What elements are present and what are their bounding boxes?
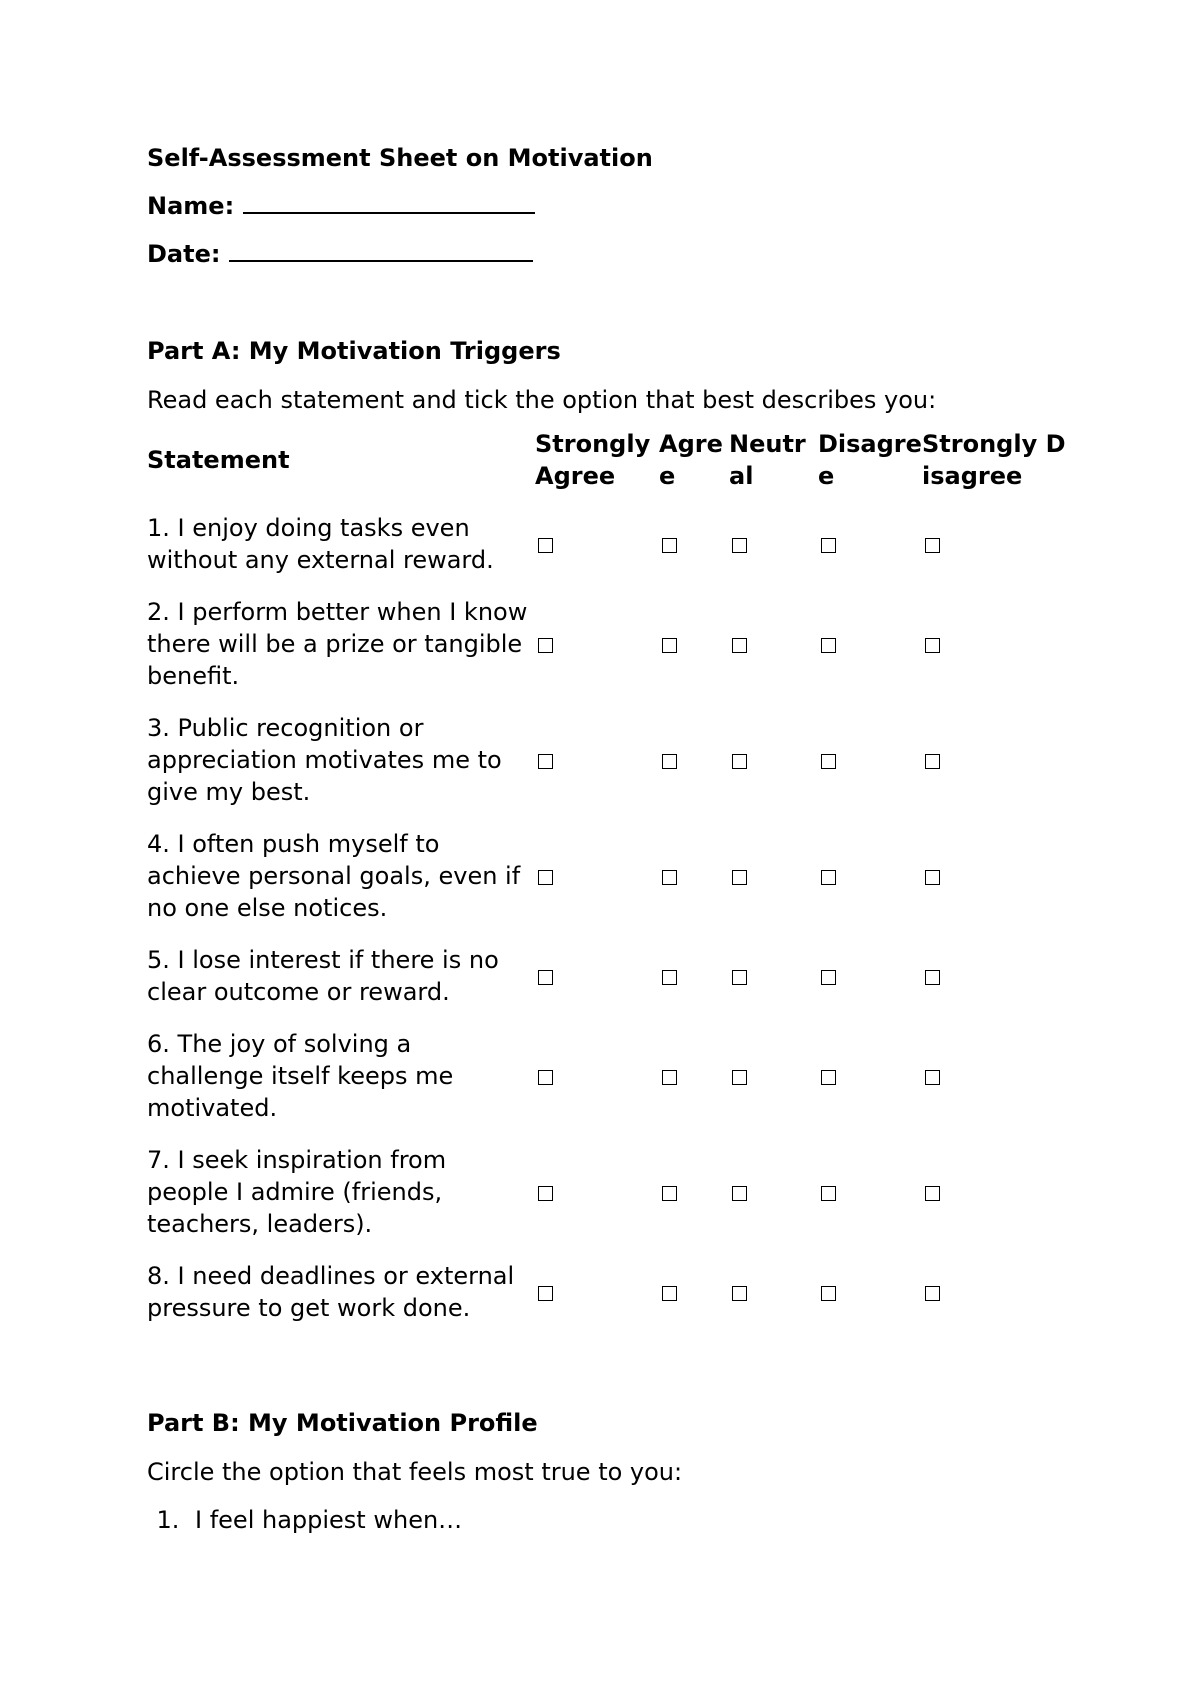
table-row <box>147 1144 1067 1260</box>
checkbox-icon[interactable] <box>821 754 836 769</box>
checkbox-icon[interactable] <box>821 1186 836 1201</box>
checkbox-icon[interactable] <box>821 538 836 553</box>
statement-text: 7. I seek inspiration from people I admire (friends, teachers, leaders). <box>147 1146 447 1238</box>
checkbox-icon[interactable] <box>732 1186 747 1201</box>
part-a-instruction: Read each statement and tick the option that best describes you: <box>147 386 937 414</box>
checkbox-icon[interactable] <box>538 970 553 985</box>
date-field <box>147 238 1067 270</box>
statement-text: 6. The joy of solving a challenge itself keeps me motivated. <box>147 1030 454 1122</box>
column-header-neutral: Neutral <box>729 430 806 490</box>
date-blank[interactable] <box>229 238 533 262</box>
checkbox-icon[interactable] <box>732 1070 747 1085</box>
table-row <box>147 712 1067 828</box>
checkbox-icon[interactable] <box>925 1186 940 1201</box>
part-b-instruction: Circle the option that feels most true to you: <box>147 1458 683 1486</box>
checkbox-icon[interactable] <box>732 1286 747 1301</box>
part-b-heading: Part B: My Motivation Profile <box>147 1409 538 1437</box>
statement-text: 8. I need deadlines or external pressure to get work done. <box>147 1262 515 1322</box>
table-row <box>147 512 1067 596</box>
checkbox-icon[interactable] <box>538 638 553 653</box>
column-header-disagree: Disagree <box>818 430 922 490</box>
worksheet-page <box>147 142 1067 1536</box>
table-header-row <box>147 428 1067 512</box>
statement-text: 3. Public recognition or appreciation motivates me to give my best. <box>147 714 502 806</box>
date-label: Date: <box>147 240 221 268</box>
name-blank[interactable] <box>243 190 535 214</box>
checkbox-icon[interactable] <box>732 970 747 985</box>
column-header-agree: Agree <box>659 430 723 490</box>
column-header-strongly-disagree: Strongly Disagree <box>922 430 1066 490</box>
checkbox-icon[interactable] <box>662 1186 677 1201</box>
checkbox-icon[interactable] <box>538 1070 553 1085</box>
checkbox-icon[interactable] <box>925 870 940 885</box>
name-field <box>147 190 1067 222</box>
column-header-strongly-agree: Strongly Agree <box>535 430 651 490</box>
checkbox-icon[interactable] <box>925 638 940 653</box>
checkbox-icon[interactable] <box>662 754 677 769</box>
checkbox-icon[interactable] <box>662 538 677 553</box>
checkbox-icon[interactable] <box>732 538 747 553</box>
table-row <box>147 596 1067 712</box>
statement-text: 2. I perform better when I know there will be a prize or tangible benefit. <box>147 598 528 690</box>
checkbox-icon[interactable] <box>821 970 836 985</box>
checkbox-icon[interactable] <box>732 870 747 885</box>
statement-text: 1. I enjoy doing tasks even without any external reward. <box>147 514 494 574</box>
checkbox-icon[interactable] <box>538 870 553 885</box>
checkbox-icon[interactable] <box>538 754 553 769</box>
page-title: Self-Assessment Sheet on Motivation <box>147 144 653 172</box>
checkbox-icon[interactable] <box>925 1286 940 1301</box>
table-row <box>147 1028 1067 1144</box>
column-header-statement: Statement <box>147 446 290 474</box>
checkbox-icon[interactable] <box>662 970 677 985</box>
checkbox-icon[interactable] <box>732 754 747 769</box>
checkbox-icon[interactable] <box>821 1070 836 1085</box>
checkbox-icon[interactable] <box>732 638 747 653</box>
motivation-survey-table <box>147 428 1067 1344</box>
checkbox-icon[interactable] <box>538 1186 553 1201</box>
checkbox-icon[interactable] <box>538 538 553 553</box>
checkbox-icon[interactable] <box>538 1286 553 1301</box>
table-row <box>147 944 1067 1028</box>
checkbox-icon[interactable] <box>662 1286 677 1301</box>
name-label: Name: <box>147 192 235 220</box>
checkbox-icon[interactable] <box>662 638 677 653</box>
checkbox-icon[interactable] <box>821 870 836 885</box>
checkbox-icon[interactable] <box>925 1070 940 1085</box>
checkbox-icon[interactable] <box>821 1286 836 1301</box>
table-row <box>147 828 1067 944</box>
checkbox-icon[interactable] <box>821 638 836 653</box>
checkbox-icon[interactable] <box>662 870 677 885</box>
statement-text: 4. I often push myself to achieve personal goals, even if no one else notices. <box>147 830 521 922</box>
list-item: 1. I feel happiest when… <box>187 1504 1067 1536</box>
profile-question-list <box>147 1504 1067 1536</box>
part-a-heading: Part A: My Motivation Triggers <box>147 337 561 365</box>
checkbox-icon[interactable] <box>662 1070 677 1085</box>
checkbox-icon[interactable] <box>925 754 940 769</box>
statement-text: 5. I lose interest if there is no clear outcome or reward. <box>147 946 499 1006</box>
table-row <box>147 1260 1067 1344</box>
checkbox-icon[interactable] <box>925 970 940 985</box>
checkbox-icon[interactable] <box>925 538 940 553</box>
